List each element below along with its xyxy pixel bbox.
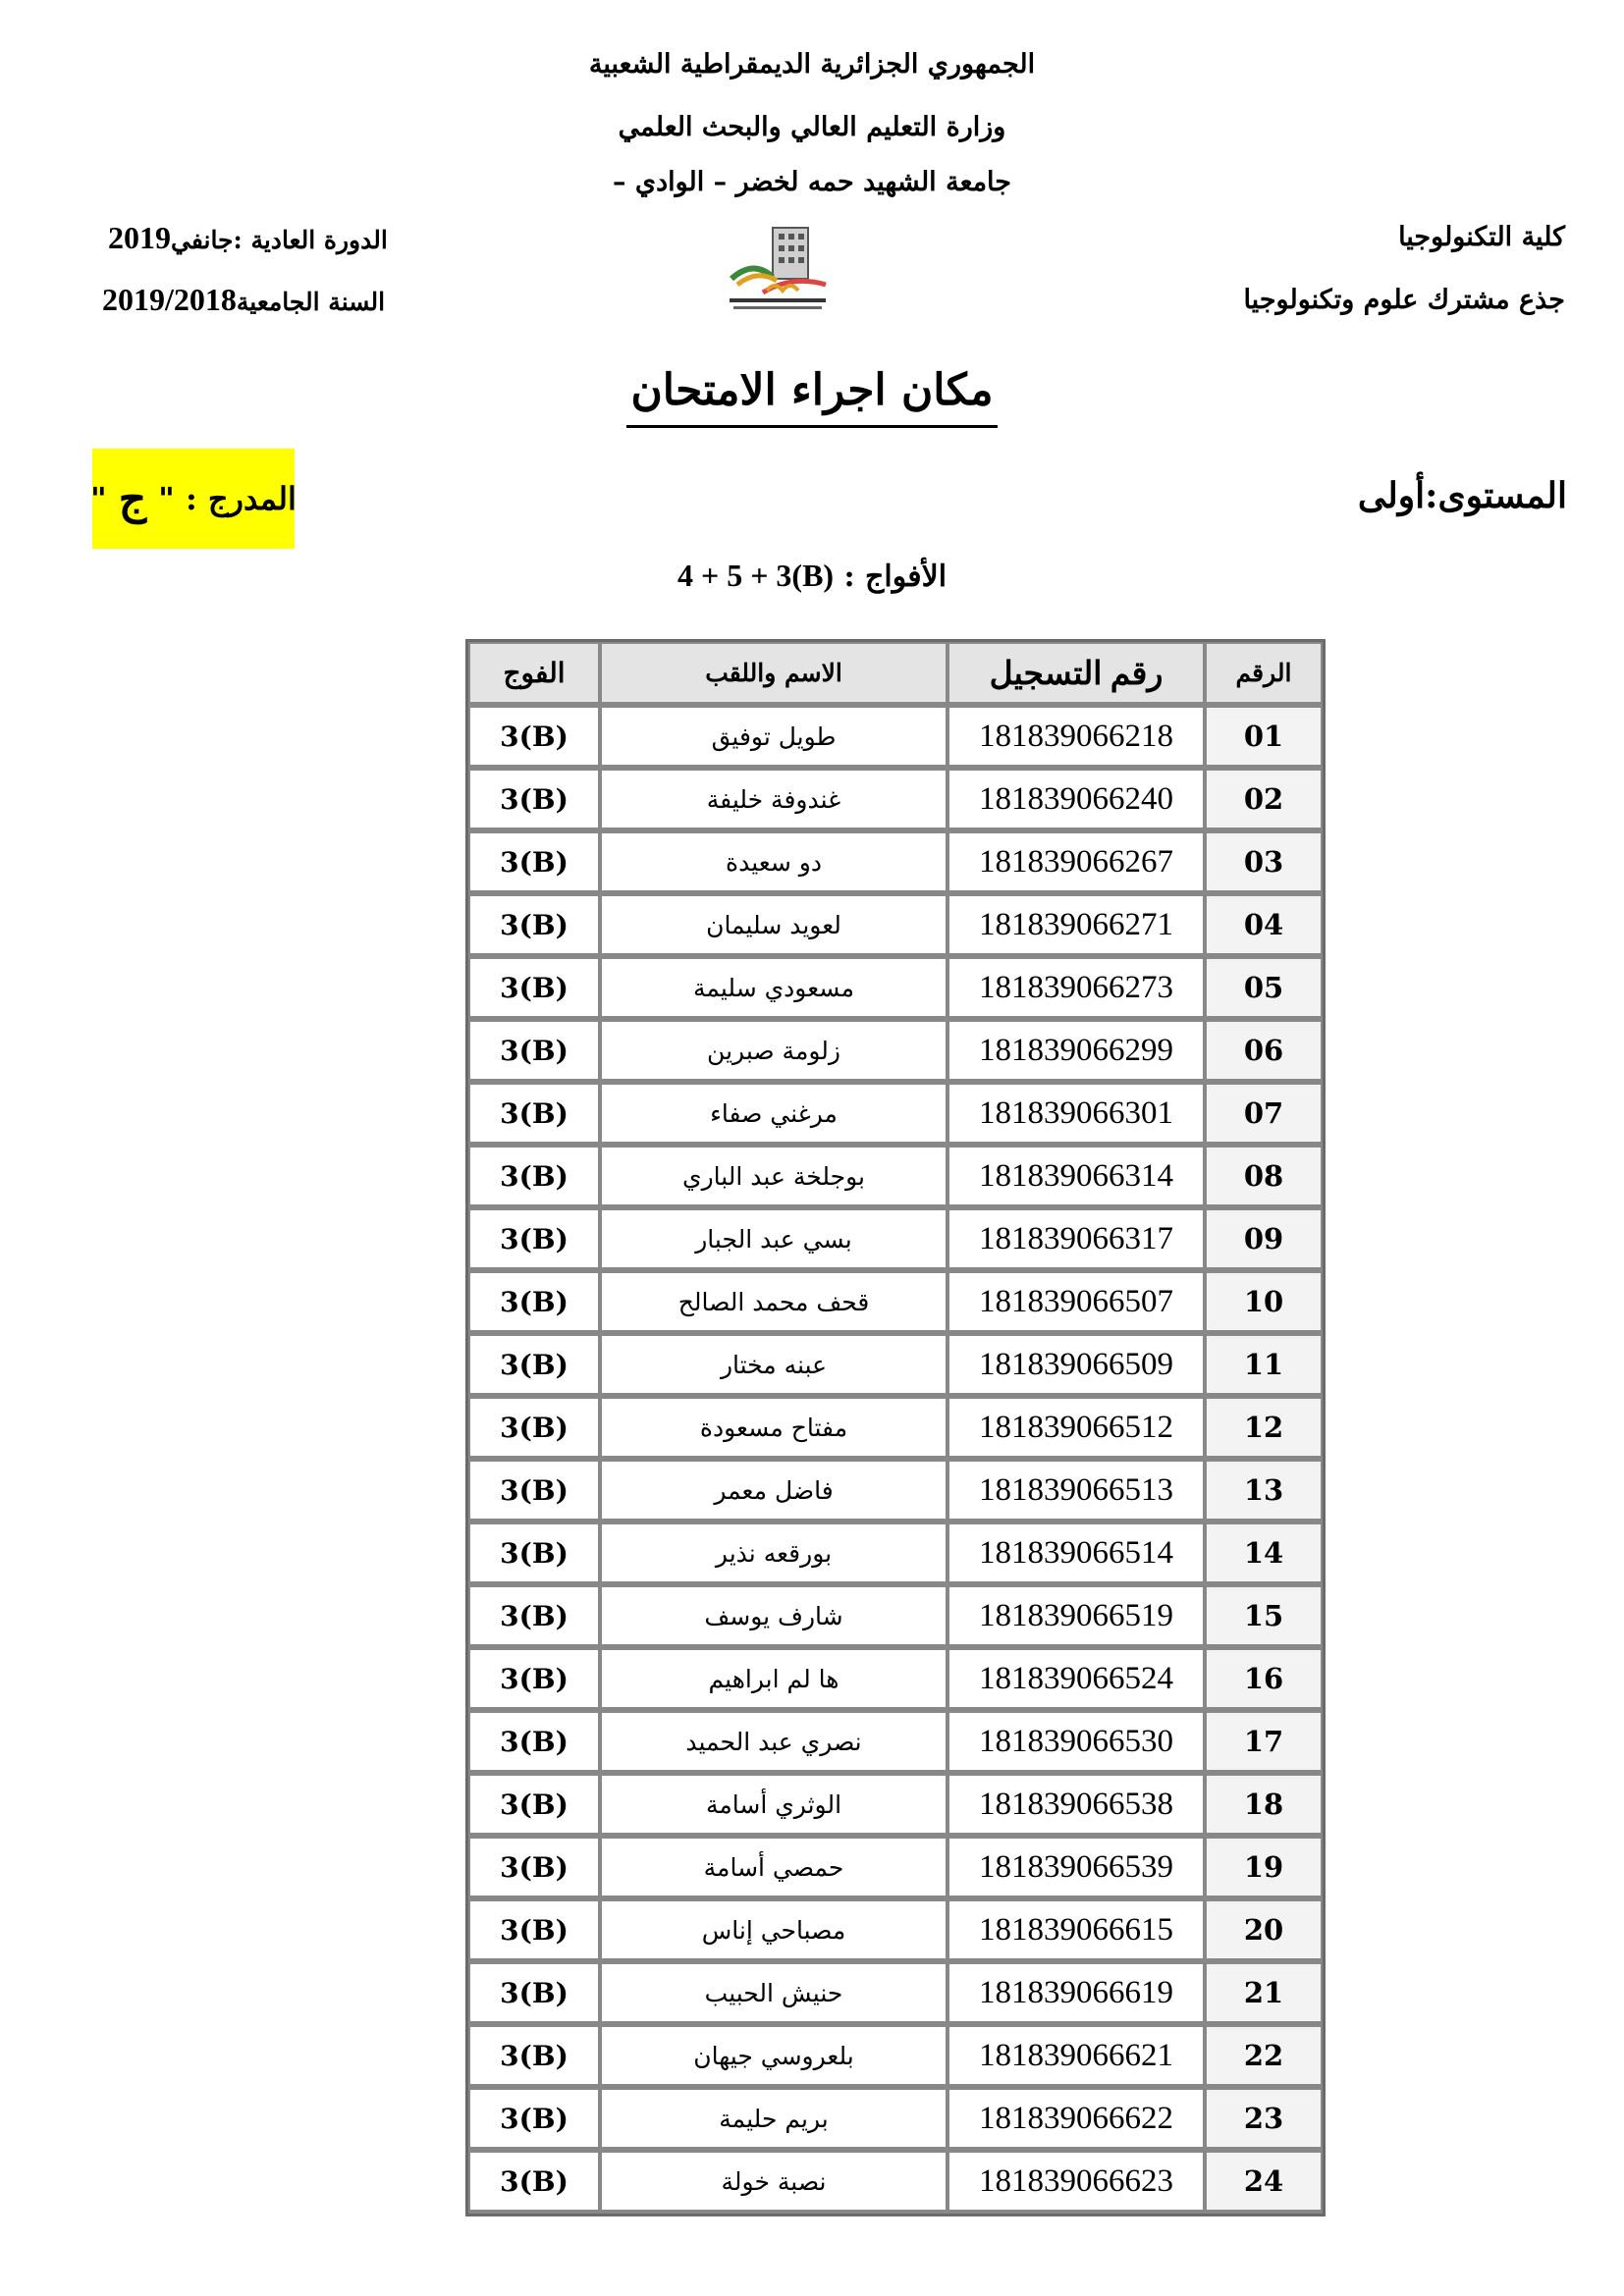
registration-number: 181839066512 [947,1397,1205,1460]
student-group: 3(B) [468,1711,600,1774]
student-group: 3(B) [468,1146,600,1208]
student-name: بورقعه نذير [600,1522,947,1585]
table-row [468,2088,1323,2151]
student-name: طويل توفيق [600,706,947,769]
student-group: 3(B) [468,1397,600,1460]
student-group: 3(B) [468,831,600,894]
student-group: 3(B) [468,1585,600,1648]
student-group: 3(B) [468,1460,600,1522]
hall-suffix: " [90,480,107,517]
row-number: 07 [1205,1083,1323,1146]
table-row [468,1837,1323,1899]
table-header-row [468,642,1323,706]
session-year: 2019 [108,220,171,255]
row-number: 12 [1205,1397,1323,1460]
student-group: 3(B) [468,1020,600,1083]
registration-number: 181839066301 [947,1083,1205,1146]
table-row [468,1083,1323,1146]
table-row [468,1208,1323,1271]
groups-label: الأفواج : [834,560,947,594]
students-table [465,639,1326,2216]
header-group: الفوج [468,642,600,706]
student-group: 3(B) [468,2151,600,2214]
registration-number: 181839066509 [947,1334,1205,1397]
academic-year-value: 2019/2018 [102,282,237,317]
student-name: بلعروسي جيهان [600,2025,947,2088]
table-row [468,1962,1323,2025]
level: المستوى:أولى [1357,475,1567,516]
registration-number: 181839066240 [947,769,1205,831]
registration-number: 181839066267 [947,831,1205,894]
student-group: 3(B) [468,1522,600,1585]
row-number: 13 [1205,1460,1323,1522]
registration-number: 181839066513 [947,1460,1205,1522]
student-name: نصري عبد الحميد [600,1711,947,1774]
table-row [468,706,1323,769]
table-row [468,831,1323,894]
row-number: 14 [1205,1522,1323,1585]
student-group: 3(B) [468,706,600,769]
university-logo [724,220,832,318]
student-group: 3(B) [468,1208,600,1271]
page-title: مكان اجراء الامتحان [0,365,1624,428]
row-number: 11 [1205,1334,1323,1397]
student-group: 3(B) [468,2088,600,2151]
row-number: 04 [1205,894,1323,957]
row-number: 23 [1205,2088,1323,2151]
academic-year-label: السنة الجامعية [236,288,386,316]
registration-number: 181839066524 [947,1648,1205,1711]
academic-year [102,282,385,318]
faculty-name: كلية التكنولوجيا [1398,222,1565,252]
student-name: حمصي أسامة [600,1837,947,1899]
table-row [468,1020,1323,1083]
row-number: 09 [1205,1208,1323,1271]
student-group: 3(B) [468,1271,600,1334]
student-group: 3(B) [468,1899,600,1962]
student-name: بريم حليمة [600,2088,947,2151]
registration-number: 181839066271 [947,894,1205,957]
registration-number: 181839066514 [947,1522,1205,1585]
table-row [468,1522,1323,1585]
table-row [468,1648,1323,1711]
header-university: جامعة الشهيد حمه لخضر – الوادي – [613,167,1011,197]
table-row [468,1146,1323,1208]
registration-number: 181839066317 [947,1208,1205,1271]
table-row [468,1711,1323,1774]
student-name: مرغني صفاء [600,1083,947,1146]
hall-value: ج [118,473,147,524]
registration-number: 181839066519 [947,1585,1205,1648]
groups-value: 4 + 5 + 3(B) [677,558,835,593]
row-number: 24 [1205,2151,1323,2214]
student-name: حنيش الحبيب [600,1962,947,2025]
row-number: 06 [1205,1020,1323,1083]
header-republic: الجمهوري الجزائرية الديمقراطية الشعبية [588,49,1036,80]
row-number: 01 [1205,706,1323,769]
table-row [468,1460,1323,1522]
table-row [468,1271,1323,1334]
student-group: 3(B) [468,1837,600,1899]
student-name: قحف محمد الصالح [600,1271,947,1334]
student-name: بوجلخة عبد الباري [600,1146,947,1208]
student-name: ها لم ابراهيم [600,1648,947,1711]
student-group: 3(B) [468,1083,600,1146]
student-name: نصبة خولة [600,2151,947,2214]
table-row [468,1585,1323,1648]
student-name: زلومة صبرين [600,1020,947,1083]
exam-session [108,220,388,256]
row-number: 17 [1205,1711,1323,1774]
student-group: 3(B) [468,2025,600,2088]
registration-number: 181839066623 [947,2151,1205,2214]
table-row [468,1899,1323,1962]
registration-number: 181839066507 [947,1271,1205,1334]
student-name: غندوفة خليفة [600,769,947,831]
student-name: شارف يوسف [600,1585,947,1648]
student-name: لعويد سليمان [600,894,947,957]
student-group: 3(B) [468,1648,600,1711]
registration-number: 181839066314 [947,1146,1205,1208]
header-ministry: وزارة التعليم العالي والبحث العلمي [618,112,1006,142]
registration-number: 181839066538 [947,1774,1205,1837]
table-row [468,957,1323,1020]
row-number: 05 [1205,957,1323,1020]
department-name: جذع مشترك علوم وتكنولوجيا [1243,285,1565,315]
hall-label: المدرج : " [158,480,297,517]
registration-number: 181839066619 [947,1962,1205,2025]
student-group: 3(B) [468,957,600,1020]
groups-line [0,558,1624,594]
student-name: مصباحي إناس [600,1899,947,1962]
row-number: 15 [1205,1585,1323,1648]
registration-number: 181839066299 [947,1020,1205,1083]
registration-number: 181839066621 [947,2025,1205,2088]
row-number: 03 [1205,831,1323,894]
row-number: 08 [1205,1146,1323,1208]
student-name: مفتاح مسعودة [600,1397,947,1460]
row-number: 18 [1205,1774,1323,1837]
registration-number: 181839066273 [947,957,1205,1020]
row-number: 21 [1205,1962,1323,2025]
registration-number: 181839066530 [947,1711,1205,1774]
table-row [468,1397,1323,1460]
row-number: 19 [1205,1837,1323,1899]
student-group: 3(B) [468,894,600,957]
student-group: 3(B) [468,1334,600,1397]
row-number: 10 [1205,1271,1323,1334]
row-number: 02 [1205,769,1323,831]
table-row [468,769,1323,831]
row-number: 20 [1205,1899,1323,1962]
table-row [468,1774,1323,1837]
table-row [468,2025,1323,2088]
header-num: الرقم [1205,642,1323,706]
student-group: 3(B) [468,769,600,831]
registration-number: 181839066615 [947,1899,1205,1962]
header-reg: رقم التسجيل [947,642,1205,706]
student-name: مسعودي سليمة [600,957,947,1020]
student-name: بسي عبد الجبار [600,1208,947,1271]
student-name: عبنه مختار [600,1334,947,1397]
session-label: الدورة العادية :جانفي [171,226,388,254]
table-row [468,2151,1323,2214]
registration-number: 181839066622 [947,2088,1205,2151]
table-row [468,1334,1323,1397]
row-number: 22 [1205,2025,1323,2088]
header-name: الاسم واللقب [600,642,947,706]
table-row [468,894,1323,957]
row-number: 16 [1205,1648,1323,1711]
registration-number: 181839066539 [947,1837,1205,1899]
student-name: دو سعيدة [600,831,947,894]
hall-badge [92,449,295,549]
student-name: فاضل معمر [600,1460,947,1522]
registration-number: 181839066218 [947,706,1205,769]
student-name: الوثري أسامة [600,1774,947,1837]
student-group: 3(B) [468,1962,600,2025]
student-group: 3(B) [468,1774,600,1837]
